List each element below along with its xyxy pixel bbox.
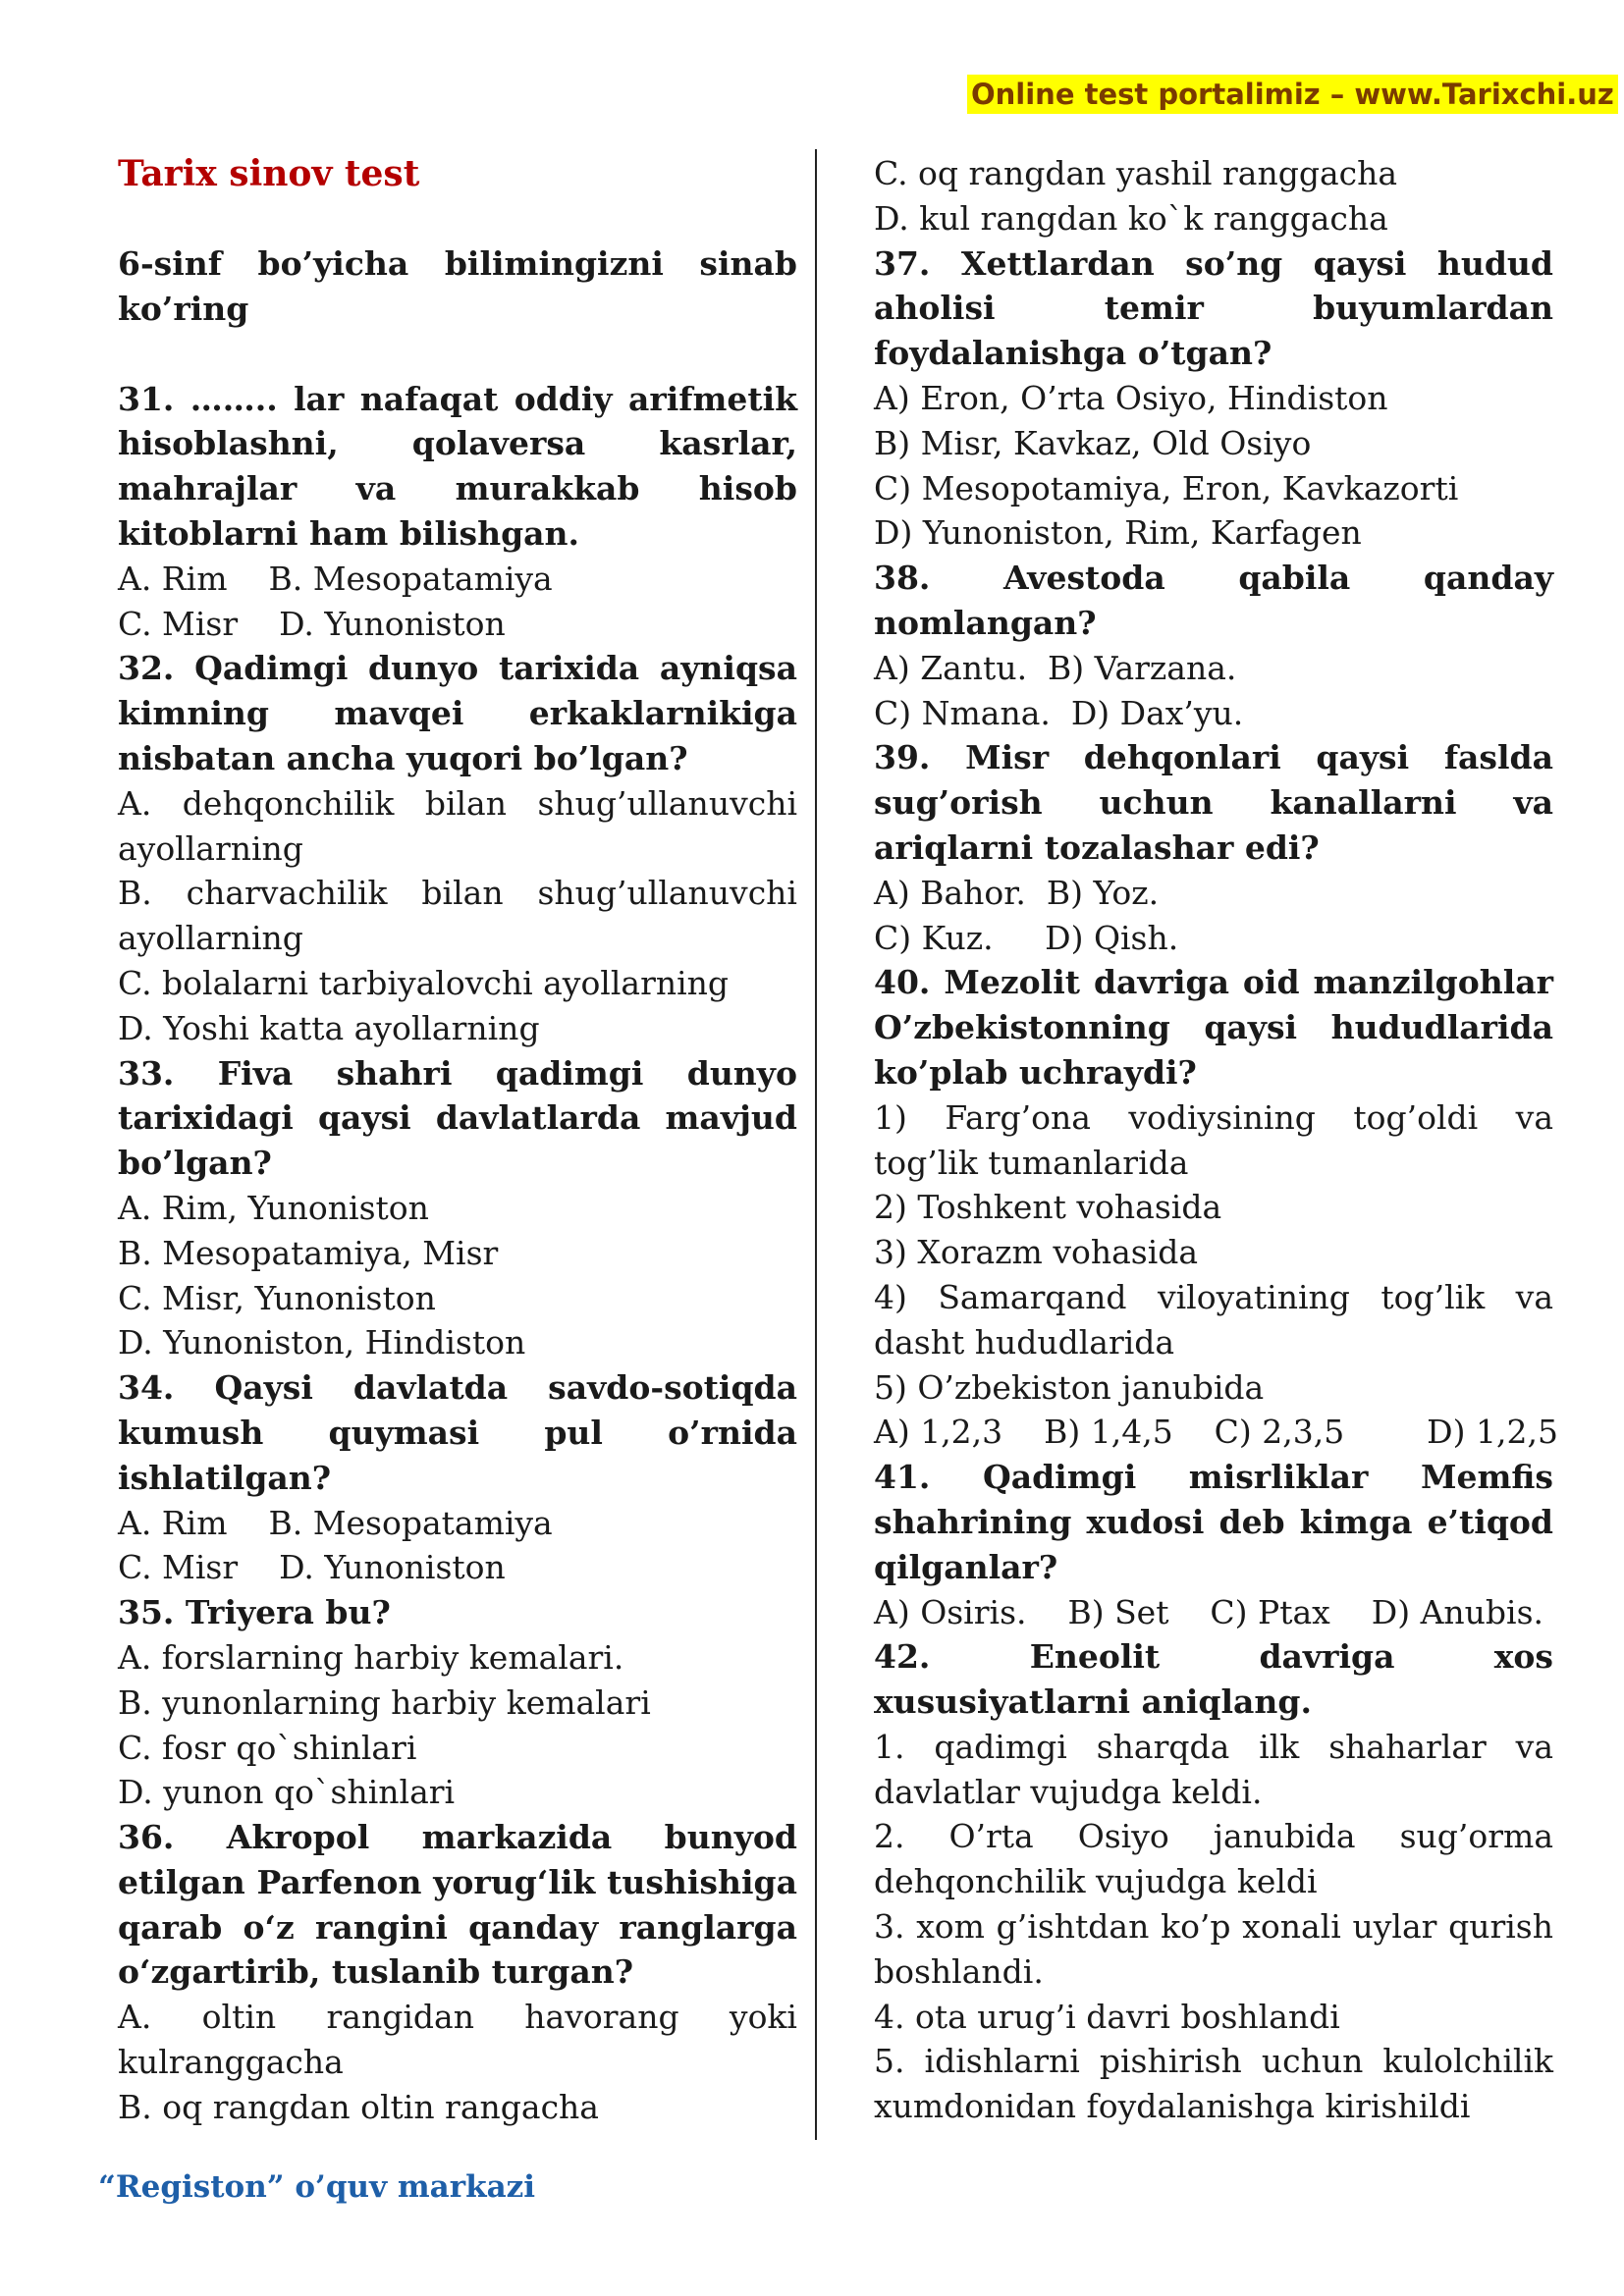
answer-option: 2. O’rta Osiyo janubida sug’orma dehqonchilik vujudga keldi xyxy=(874,1817,1553,1901)
answer-option: B. Mesopatamiya xyxy=(268,1503,553,1542)
question-33: 33. Fiva shahri qadimgi dunyo tarixidagi qaysi davlatlarda mavjud bo’lgan? xyxy=(118,1053,797,1183)
answer-option: 5) O’zbekiston janubida xyxy=(874,1367,1265,1407)
answer-option: C. fosr qo`shinlari xyxy=(118,1728,417,1767)
answer-line: A) Bahor. B) Yoz. xyxy=(874,873,1160,912)
right-column xyxy=(874,151,1558,2129)
answer-option: A) Eron, O’rta Osiyo, Hindiston xyxy=(874,378,1388,417)
answer-line xyxy=(118,602,797,647)
answer-option: D. kul rangdan ko`k ranggacha xyxy=(874,198,1388,238)
answer-option: A. dehqonchilik bilan shug’ullanuvchi ayollarning xyxy=(118,783,797,868)
answer-option: B. yunonlarning harbiy kemalari xyxy=(118,1682,651,1722)
answer-option: D. Yunoniston xyxy=(279,1548,506,1587)
answer-option: D. yunon qo`shinlari xyxy=(118,1773,456,1812)
left-column xyxy=(118,151,797,2130)
answer-line: C) Nmana. D) Dax’yu. xyxy=(874,693,1244,732)
answer-option: C) Mesopotamiya, Eron, Kavkazorti xyxy=(874,468,1459,507)
question-34: 34. Qaysi davlatda savdo-sotiqda kumush quymasi pul o’rnida ishlatilgan? xyxy=(118,1368,797,1497)
answer-line xyxy=(118,1501,797,1546)
question-37: 37. Xettlardan so’ng qaysi hudud aholisi temir buyumlardan foydalanishga o’tgan? xyxy=(874,243,1553,373)
answer-option: 4. ota urug’i davri boshlandi xyxy=(874,1997,1340,2036)
answer-option: C. Misr xyxy=(118,604,239,643)
answer-option: B. charvachilik bilan shug’ullanuvchi ayollarning xyxy=(118,874,797,958)
answer-line: C) Kuz. D) Qish. xyxy=(874,918,1179,957)
answer-option: 4) Samarqand viloyatining tog’lik va dasht hududlarida xyxy=(874,1277,1553,1362)
question-39: 39. Misr dehqonlari qaysi faslda sug’orish uchun kanallarni va ariqlarni tozalashar edi? xyxy=(874,738,1553,867)
answer-option: A. Rim xyxy=(118,559,228,598)
question-36: 36. Akropol markazida bunyod etilgan Parfenon yorug‘lik tushishiga qarab o‘z rangini qanday ranglarga o‘zgartirib, tuslanib turgan? xyxy=(118,1818,797,1992)
answer-option: D. Yunoniston xyxy=(279,604,506,643)
answer-option: 3. xom g’ishtdan ko’p xonali uylar qurish boshlandi. xyxy=(874,1907,1553,1991)
answer-option: A. oltin rangidan havorang yoki kulranggacha xyxy=(118,1998,797,2082)
answer-line xyxy=(118,557,797,602)
answer-option: A. Rim, Yunoniston xyxy=(118,1188,429,1227)
answer-line: A) Zantu. B) Varzana. xyxy=(874,648,1237,687)
answer-option: D. Yunoniston, Hindiston xyxy=(118,1323,526,1362)
answer-line xyxy=(118,1545,797,1590)
answer-option: B. Mesopatamiya, Misr xyxy=(118,1233,499,1272)
question-42: 42. Eneolit davriga xos xususiyatlarni aniqlang. xyxy=(874,1637,1553,1722)
question-41: 41. Qadimgi misrliklar Memfis shahrining xudosi deb kimga e’tiqod qilganlar? xyxy=(874,1458,1553,1586)
portal-banner: Online test portalimiz – www.Tarixchi.uz xyxy=(967,75,1618,114)
answer-option: 5. idishlarni pishirish uchun kulolchilik xumdonidan foydalanishga kirishildi xyxy=(874,2042,1553,2126)
answer-option: B. oq rangdan oltin rangacha xyxy=(118,2087,599,2126)
question-32: 32. Qadimgi dunyo tarixida ayniqsa kimning mavqei erkaklarnikiga nisbatan ancha yuqori bo’lgan? xyxy=(118,649,797,777)
answer-line: A) 1,2,3 B) 1,4,5 C) 2,3,5 D) 1,2,5 xyxy=(874,1413,1558,1452)
answer-option: 2) Toshkent vohasida xyxy=(874,1188,1222,1227)
answer-option: 1) Farg’ona vodiysining tog’oldi va tog’lik tumanlarida xyxy=(874,1097,1553,1182)
question-35: 35. Triyera bu? xyxy=(118,1593,391,1632)
footer-organization: “Registon” o’quv markazi xyxy=(98,2169,536,2205)
subtitle: 6-sinf bo’yicha bilimingizni sinab ko’ring xyxy=(118,244,797,328)
question-38: 38. Avestoda qabila qanday nomlangan? xyxy=(874,559,1553,642)
answer-option: 1. qadimgi sharqda ilk shaharlar va davlatlar vujudga keldi. xyxy=(874,1727,1553,1811)
answer-option: D. Yoshi katta ayollarning xyxy=(118,1008,540,1047)
answer-option: A. Rim xyxy=(118,1503,228,1542)
answer-option: B) Misr, Kavkaz, Old Osiyo xyxy=(874,423,1312,462)
answer-option: D) Yunoniston, Rim, Karfagen xyxy=(874,513,1362,553)
answer-option: A. forslarning harbiy kemalari. xyxy=(118,1637,624,1677)
question-40: 40. Mezolit davriga oid manzilgohlar O’zbekistonning qaysi hududlarida ko’plab uchraydi? xyxy=(874,963,1553,1092)
answer-option: C. oq rangdan yashil ranggacha xyxy=(874,154,1398,192)
page-title: Tarix sinov test xyxy=(118,153,420,194)
answer-option: 3) Xorazm vohasida xyxy=(874,1233,1199,1272)
column-divider xyxy=(815,149,817,2140)
answer-option: C. bolalarni tarbiyalovchi ayollarning xyxy=(118,963,730,1002)
answer-option: C. Misr xyxy=(118,1548,239,1587)
answer-option: C. Misr, Yunoniston xyxy=(118,1278,436,1317)
answer-line: A) Osiris. B) Set C) Ptax D) Anubis. xyxy=(874,1592,1544,1631)
answer-option: B. Mesopatamiya xyxy=(268,559,553,598)
question-31: 31. …….. lar nafaqat oddiy arifmetik hisoblashni, qolaversa kasrlar, mahrajlar va murakkab hisob kitoblarni ham bilishgan. xyxy=(118,379,797,553)
